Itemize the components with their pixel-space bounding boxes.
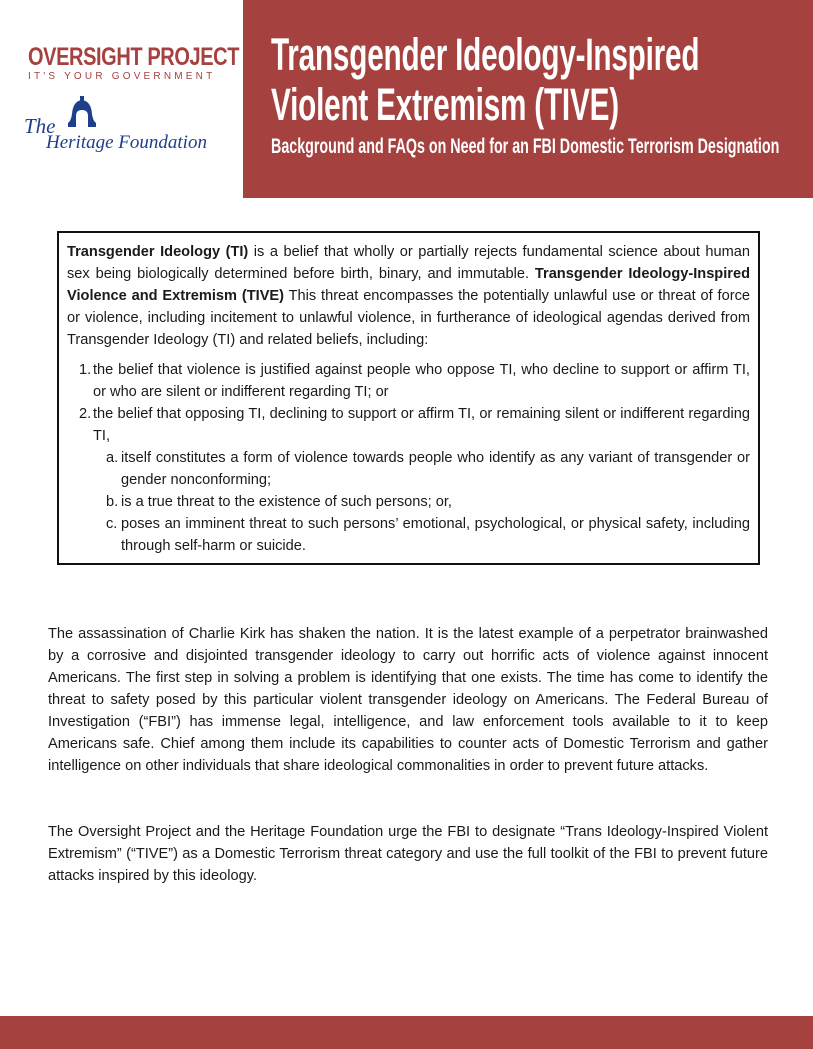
- definition-box: [57, 231, 760, 565]
- title-line-1: Transgender Ideology-Inspired: [271, 29, 700, 80]
- body-paragraph-2: The Oversight Project and the Heritage Foundation urge the FBI to designate “Trans Ideology-Inspired Violent Extremism” (“TIVE”) as a Domestic Terrorism threat category and use the full toolkit of the FBI to prevent future attacks inspired by this ideology.: [48, 824, 768, 884]
- heritage-foundation-logo: [24, 96, 234, 156]
- document-subtitle: Background and FAQs on Need for an FBI Domestic Terrorism Designation: [271, 135, 780, 158]
- oversight-logo-tagline: IT'S YOUR GOVERNMENT: [28, 71, 216, 82]
- sublist-item-text: is a true threat to the existence of such persons; or,: [121, 494, 452, 510]
- oversight-logo-title: OVERSIGHT PROJECT: [28, 43, 240, 71]
- term-ti: Transgender Ideology (TI): [67, 244, 249, 260]
- document-title-block: [271, 30, 791, 160]
- list-item: [67, 403, 750, 557]
- body-paragraph-1: The assassination of Charlie Kirk has shaken the nation. It is the latest example of a perpetrator brainwashed by a corrosive and disjointed transgender ideology to carry out horrific acts of violence against innocent Americans. The first step in solving a problem is identifying that one exists. The time has come to identify the threat to safety posed by this particular violent transgender ideology on Americans. The Federal Bureau of Investigation (“FBI”) has immense legal, intelligence, and law enforcement tools available to it to keep Americans safe. Chief among them include its capabilities to counter acts of Domestic Terrorism and gather intelligence on other individuals that share ideological commonalities in order to prevent future attacks.: [48, 626, 768, 774]
- definition-list: [67, 359, 750, 557]
- sublist-item-letter: a.: [106, 450, 119, 466]
- title-line-2: Violent Extremism (TIVE): [271, 79, 619, 130]
- sublist-item: [93, 491, 750, 513]
- sublist-item: [93, 513, 750, 557]
- footer-banner: [0, 1016, 813, 1049]
- list-item-number: 1.: [79, 362, 92, 378]
- list-item: [67, 359, 750, 403]
- sublist-item-letter: b.: [106, 494, 119, 510]
- list-item-text: the belief that opposing TI, declining to support or affirm TI, or remaining silent or indifferent regarding TI,: [93, 406, 750, 444]
- definition-text-2: This threat encompasses the potentially unlawful use or threat of force or violence, including incitement to unlawful violence, in furtherance of ideological agendas derived from Transgender Ideology (TI) and related beliefs, including:: [67, 288, 750, 348]
- sublist-item-letter: c.: [106, 516, 118, 532]
- oversight-project-logo: [28, 43, 240, 82]
- term-tive: Transgender Ideology-Inspired Violence and Extremism (TIVE): [67, 266, 750, 304]
- sublist-item-text: poses an imminent threat to such persons’ emotional, psychological, or physical safety, including through self-harm or suicide.: [121, 516, 750, 554]
- heritage-logo-the: The: [24, 114, 56, 138]
- definition-text-1: is a belief that wholly or partially rejects fundamental science about human sex being biologically determined before birth, binary, and immutable.: [67, 244, 750, 282]
- list-item-number: 2.: [79, 406, 92, 422]
- list-item-text: the belief that violence is justified against people who oppose TI, who decline to support or affirm TI, or who are silent or indifferent regarding TI; or: [93, 362, 750, 400]
- definition-sublist: [93, 447, 750, 557]
- sublist-item-text: itself constitutes a form of violence towards people who identify as any variant of transgender or gender nonconforming;: [121, 450, 750, 488]
- sublist-item: [93, 447, 750, 491]
- definition-paragraph: [67, 241, 750, 351]
- liberty-bell-icon: [65, 96, 99, 128]
- heritage-logo-name: Heritage Foundation: [46, 132, 207, 153]
